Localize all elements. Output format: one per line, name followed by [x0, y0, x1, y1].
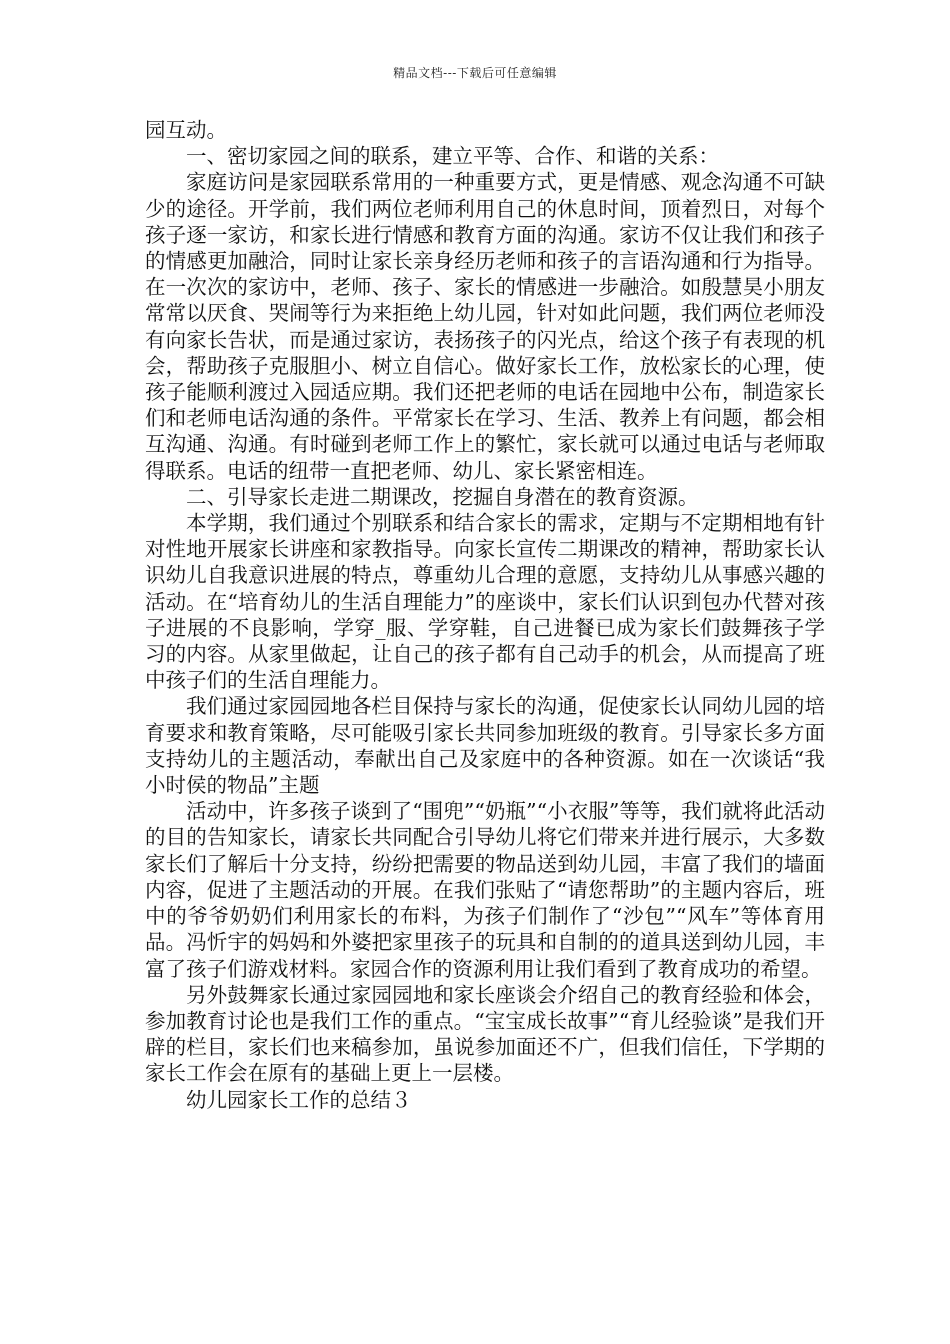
document-body: [145, 117, 825, 1113]
section-heading-2: 二、引导家长走进二期课改，挖掘自身潜在的教育资源。: [186, 484, 699, 509]
paragraph-continuation: 园互动。: [145, 118, 227, 142]
section-heading-1: 一、密切家园之间的联系，建立平等、合作、和谐的关系：: [186, 144, 719, 169]
paragraph-activity: 活动中，许多孩子谈到了“围兜”“奶瓶”“小衣服”等等，我们就将此活动的目的告知家长，请家长共同配合引导幼儿将它们带来并进行展示，大多数家长们了解后十分支持，纷纷把需要的物品送到幼儿园，丰富了我们的墙面内容，促进了主题活动的开展。在我们张贴了“请您帮助”的主题内容后，班中的爷爷奶奶们利用家长的布料，为孩子们制作了“沙包”“风车”等体育用品。冯忻宇的妈妈和外婆把家里孩子的玩具和自制的的道具送到幼儿园，丰富了孩子们游戏材料。家园合作的资源利用让我们看到了教育成功的希望。: [145, 799, 825, 981]
paragraph-garden-board: 我们通过家园园地各栏目保持与家长的沟通，促使家长认同幼儿园的培育要求和教育策略，尽可能吸引家长共同参加班级的教育。引导家长多方面支持幼儿的主题活动，奉献出自己及家庭中的各种资源。如在一次谈话“我小时侯的物品”主题: [145, 694, 825, 798]
paragraph-experience-sharing: 另外鼓舞家长通过家园园地和家长座谈会介绍自己的教育经验和体会，参加教育讨论也是我们工作的重点。“宝宝成长故事”“育儿经验谈”是我们开辟的栏目，家长们也来稿参加，虽说参加面还不广，但我们信任，下学期的家长工作会在原有的基础上更上一层楼。: [145, 982, 825, 1086]
section-title-summary-3: 幼儿园家长工作的总结３: [186, 1087, 412, 1112]
paragraph-parent-lectures: 本学期，我们通过个别联系和结合家长的需求，定期与不定期相地有针对性地开展家长讲座和家教指导。向家长宣传二期课改的精神，帮助家长认识幼儿自我意识进展的特点，尊重幼儿合理的意愿，支持幼儿从事感兴趣的活动。在“培育幼儿的生活自理能力”的座谈中，家长们认识到包办代替对孩子进展的不良影响，学穿_服、学穿鞋，自己进餐已成为家长们鼓舞孩子学习的内容。从家里做起，让自己的孩子都有自己动手的机会，从而提高了班中孩子们的生活自理能力。: [145, 511, 825, 693]
page-header: 精品文档---下载后可任意编辑: [393, 66, 557, 80]
paragraph-home-visits: 家庭访问是家园联系常用的一种重要方式，更是情感、观念沟通不可缺少的途径。开学前，我们两位老师利用自己的休息时间，顶着烈日，对每个孩子逐一家访，和家长进行情感和教育方面的沟通。家访不仅让我们和孩子的情感更加融洽，同时让家长亲身经历老师和孩子的言语沟通和行为指导。在一次次的家访中，老师、孩子、家长的情感进一步融洽。如殷慧昊小朋友常常以厌食、哭闹等行为来拒绝上幼儿园，针对如此问题，我们两位老师没有向家长告状，而是通过家访，表扬孩子的闪光点，给这个孩子有表现的机会，帮助孩子克服胆小、树立自信心。做好家长工作，放松家长的心理，使孩子能顺利渡过入园适应期。我们还把老师的电话在园地中公布，制造家长们和老师电话沟通的条件。平常家长在学习、生活、教养上有问题，都会相互沟通、沟通。有时碰到老师工作上的繁忙，家长就可以通过电话与老师取得联系。电话的纽带一直把老师、幼儿、家长紧密相连。: [145, 170, 825, 483]
